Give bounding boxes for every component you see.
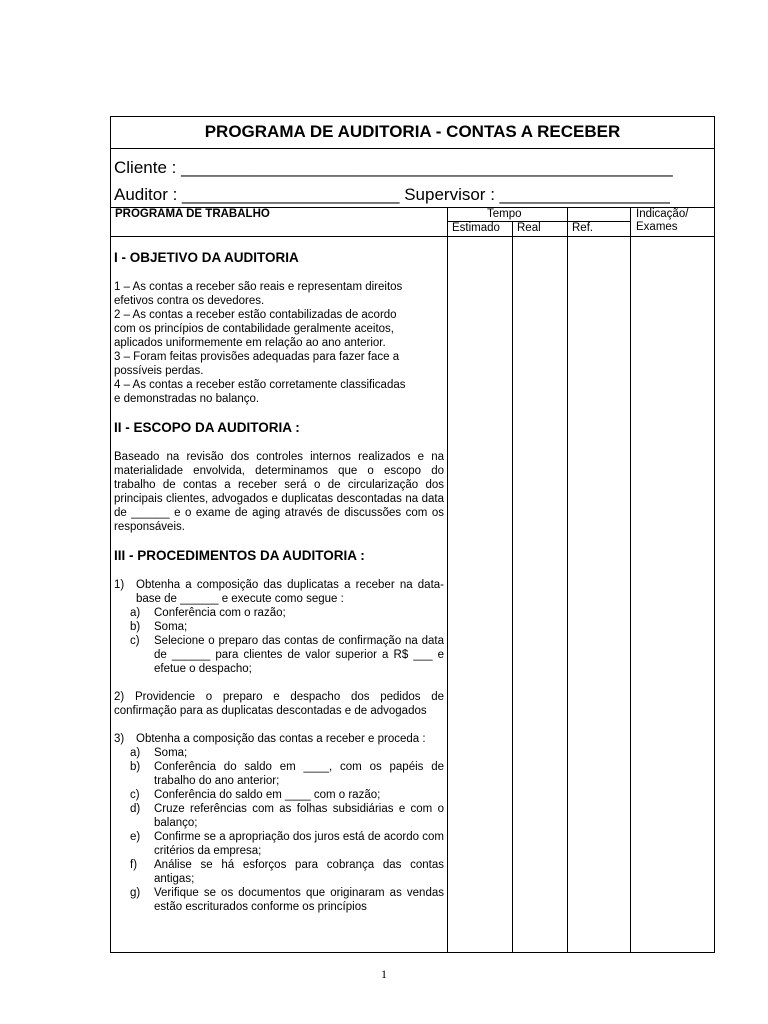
subitem-text: Soma; bbox=[154, 621, 188, 633]
procedure-subitem bbox=[114, 760, 444, 788]
procedure-subitem bbox=[114, 620, 444, 634]
procedure-subitem bbox=[114, 788, 444, 802]
tempo-column-header: Tempo bbox=[487, 208, 522, 220]
subitem-letter: a) bbox=[130, 747, 141, 759]
column-divider-real bbox=[567, 207, 568, 953]
procedure-item-1 bbox=[114, 578, 444, 606]
procedure-subitem bbox=[114, 886, 444, 914]
objetivo-line: possíveis perdas. bbox=[114, 365, 204, 377]
subitem-text: Conferência com o razão; bbox=[154, 607, 286, 619]
procedure-subitem bbox=[114, 746, 444, 760]
subitem-letter: a) bbox=[130, 607, 141, 619]
procedure-text: Obtenha a composição das duplicatas a receber na data-base de ______ e execute como segue : bbox=[136, 579, 444, 605]
procedure-subitem bbox=[114, 634, 444, 676]
document-title-text: PROGRAMA DE AUDITORIA - CONTAS A RECEBER bbox=[204, 122, 621, 141]
section-title-escopo: II - ESCOPO DA AUDITORIA : bbox=[114, 420, 300, 435]
auditor-supervisor-field: Auditor : _______________________ Supervisor : __________________ bbox=[114, 185, 670, 204]
objetivo-line: 2 – As contas a receber estão contabilizadas de acordo bbox=[114, 309, 397, 321]
section-title-objetivo: I - OBJETIVO DA AUDITORIA bbox=[114, 250, 299, 265]
procedure-item-2: 2) Providencie o preparo e despacho dos pedidos de confirmação para as duplicatas descontadas e de advogados bbox=[114, 691, 444, 717]
procedure-subitem bbox=[114, 858, 444, 886]
subitem-text: Conferência do saldo em ____, com os papéis de trabalho do ano anterior; bbox=[154, 761, 444, 787]
subitem-letter: c) bbox=[130, 789, 140, 801]
page-number: 1 bbox=[381, 967, 387, 981]
procedure-item-3 bbox=[114, 732, 444, 746]
subitem-text: Confirme se a apropriação dos juros está de acordo com critérios da empresa; bbox=[154, 831, 444, 857]
spacer bbox=[114, 676, 444, 690]
objetivo-paragraph bbox=[114, 280, 444, 406]
column-divider-program bbox=[447, 207, 448, 953]
column-divider-estimado bbox=[512, 221, 513, 953]
subitem-text: Soma; bbox=[154, 747, 188, 759]
objetivo-line: aplicados uniformemente em relação ao ano anterior. bbox=[114, 337, 386, 349]
program-column-header: PROGRAMA DE TRABALHO bbox=[115, 208, 270, 220]
subitem-text: Conferência do saldo em ____ com o razão; bbox=[154, 789, 381, 801]
work-program-content bbox=[114, 250, 444, 914]
objetivo-line: com os princípios de contabilidade geralmente aceitos, bbox=[114, 323, 394, 335]
subitem-letter: g) bbox=[130, 887, 141, 899]
objetivo-line: 3 – Foram feitas provisões adequadas para fazer face a bbox=[114, 351, 400, 363]
subitem-text: Selecione o preparo das contas de confirmação na data de ______ para clientes de valor superior a R$ ___ e efetue o despacho; bbox=[154, 635, 444, 675]
subitem-letter: c) bbox=[130, 635, 140, 647]
procedure-number: 3) bbox=[114, 733, 125, 745]
column-divider-ref bbox=[630, 207, 631, 953]
objetivo-line: efetivos contra os devedores. bbox=[114, 295, 265, 307]
exames-column-header: Exames bbox=[636, 221, 678, 233]
objetivo-line: e demonstradas no balanço. bbox=[114, 393, 260, 405]
procedure-text: Obtenha a composição das contas a receber e proceda : bbox=[136, 733, 426, 745]
objetivo-line: 4 – As contas a receber estão corretamente classificadas bbox=[114, 379, 406, 391]
procedure-subitem bbox=[114, 606, 444, 620]
section-title-procedimentos: III - PROCEDIMENTOS DA AUDITORIA : bbox=[114, 548, 365, 563]
subitem-text: Cruze referências com as folhas subsidiárias e com o balanço; bbox=[154, 803, 444, 829]
indicacao-column-header: Indicação/ bbox=[636, 208, 689, 220]
escopo-paragraph: Baseado na revisão dos controles internos realizados e na materialidade envolvida, determinamos que o escopo do trabalho de contas a receber será o de circularização dos principais clientes, advogados e duplicatas descontadas na data de ______ e o exame de aging através de discussões com os responsáveis. bbox=[114, 451, 444, 533]
ref-column-header: Ref. bbox=[572, 222, 594, 234]
real-column-header: Real bbox=[517, 222, 541, 234]
subitem-letter: b) bbox=[130, 761, 141, 773]
subitem-letter: f) bbox=[130, 859, 138, 871]
subitem-letter: b) bbox=[130, 621, 141, 633]
table-header-bottom-border bbox=[110, 236, 715, 237]
client-field: Cliente : ____________________________________________________ bbox=[114, 158, 673, 177]
procedure-subitem bbox=[114, 830, 444, 858]
subitem-text: Análise se há esforços para cobrança das contas antigas; bbox=[154, 859, 444, 885]
estimado-column-header: Estimado bbox=[452, 222, 500, 234]
procedure-number: 1) bbox=[114, 579, 125, 591]
subitem-text: Verifique se os documentos que originaram as vendas estão escriturados conforme os princípios bbox=[154, 887, 444, 913]
objetivo-line: 1 – As contas a receber são reais e representam direitos bbox=[114, 281, 403, 293]
document-title bbox=[110, 116, 715, 149]
subitem-letter: e) bbox=[130, 831, 141, 843]
subitem-letter: d) bbox=[130, 803, 141, 815]
procedure-subitem bbox=[114, 802, 444, 830]
